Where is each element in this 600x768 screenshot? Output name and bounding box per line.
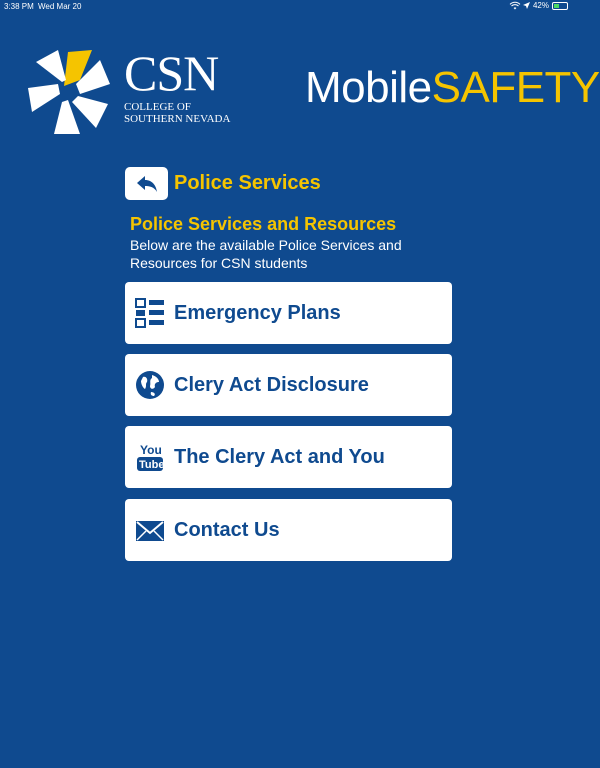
menu-item-clery-act-and-you[interactable]: [125, 426, 452, 488]
battery-percent: 42%: [532, 1, 549, 10]
status-time: 3:38 PM: [4, 2, 34, 11]
status-bar: [0, 0, 576, 14]
csn-wordmark: CSN: [124, 45, 219, 101]
section-title: Police Services and Resources: [130, 214, 397, 234]
app-brand: [305, 63, 600, 112]
youtube-icon: [134, 441, 166, 473]
page-title: Police Services: [174, 172, 321, 194]
menu-label: Contact Us: [174, 518, 280, 541]
svg-text:You: You: [140, 443, 162, 457]
app-brand-safety: SAFETY: [431, 63, 600, 112]
menu-item-emergency-plans[interactable]: [125, 282, 452, 344]
menu-label: The Clery Act and You: [174, 445, 385, 468]
svg-text:Tube: Tube: [139, 459, 165, 471]
location-icon: [523, 2, 530, 9]
menu-item-contact-us[interactable]: [125, 499, 452, 561]
section-description: Below are the available Police Services and Resources for CSN students: [130, 237, 402, 271]
csn-subtitle-line2: SOUTHERN NEVADA: [124, 113, 231, 125]
menu-label: Clery Act Disclosure: [174, 373, 369, 396]
menu-item-clery-act-disclosure[interactable]: [125, 354, 452, 416]
globe-icon: [134, 369, 166, 401]
wifi-icon: [510, 2, 520, 10]
battery-icon: [552, 2, 568, 10]
status-date: Wed Mar 20: [38, 2, 82, 11]
list-icon: [134, 297, 166, 329]
back-button[interactable]: [125, 167, 168, 200]
csn-subtitle: [124, 101, 230, 125]
envelope-icon: [134, 514, 166, 546]
menu-label: Emergency Plans: [174, 301, 341, 324]
app-brand-mobile: Mobile: [305, 63, 432, 112]
back-arrow-icon: [136, 175, 158, 193]
csn-subtitle-line1: COLLEGE OF: [124, 101, 191, 113]
status-indicators: [510, 1, 568, 10]
